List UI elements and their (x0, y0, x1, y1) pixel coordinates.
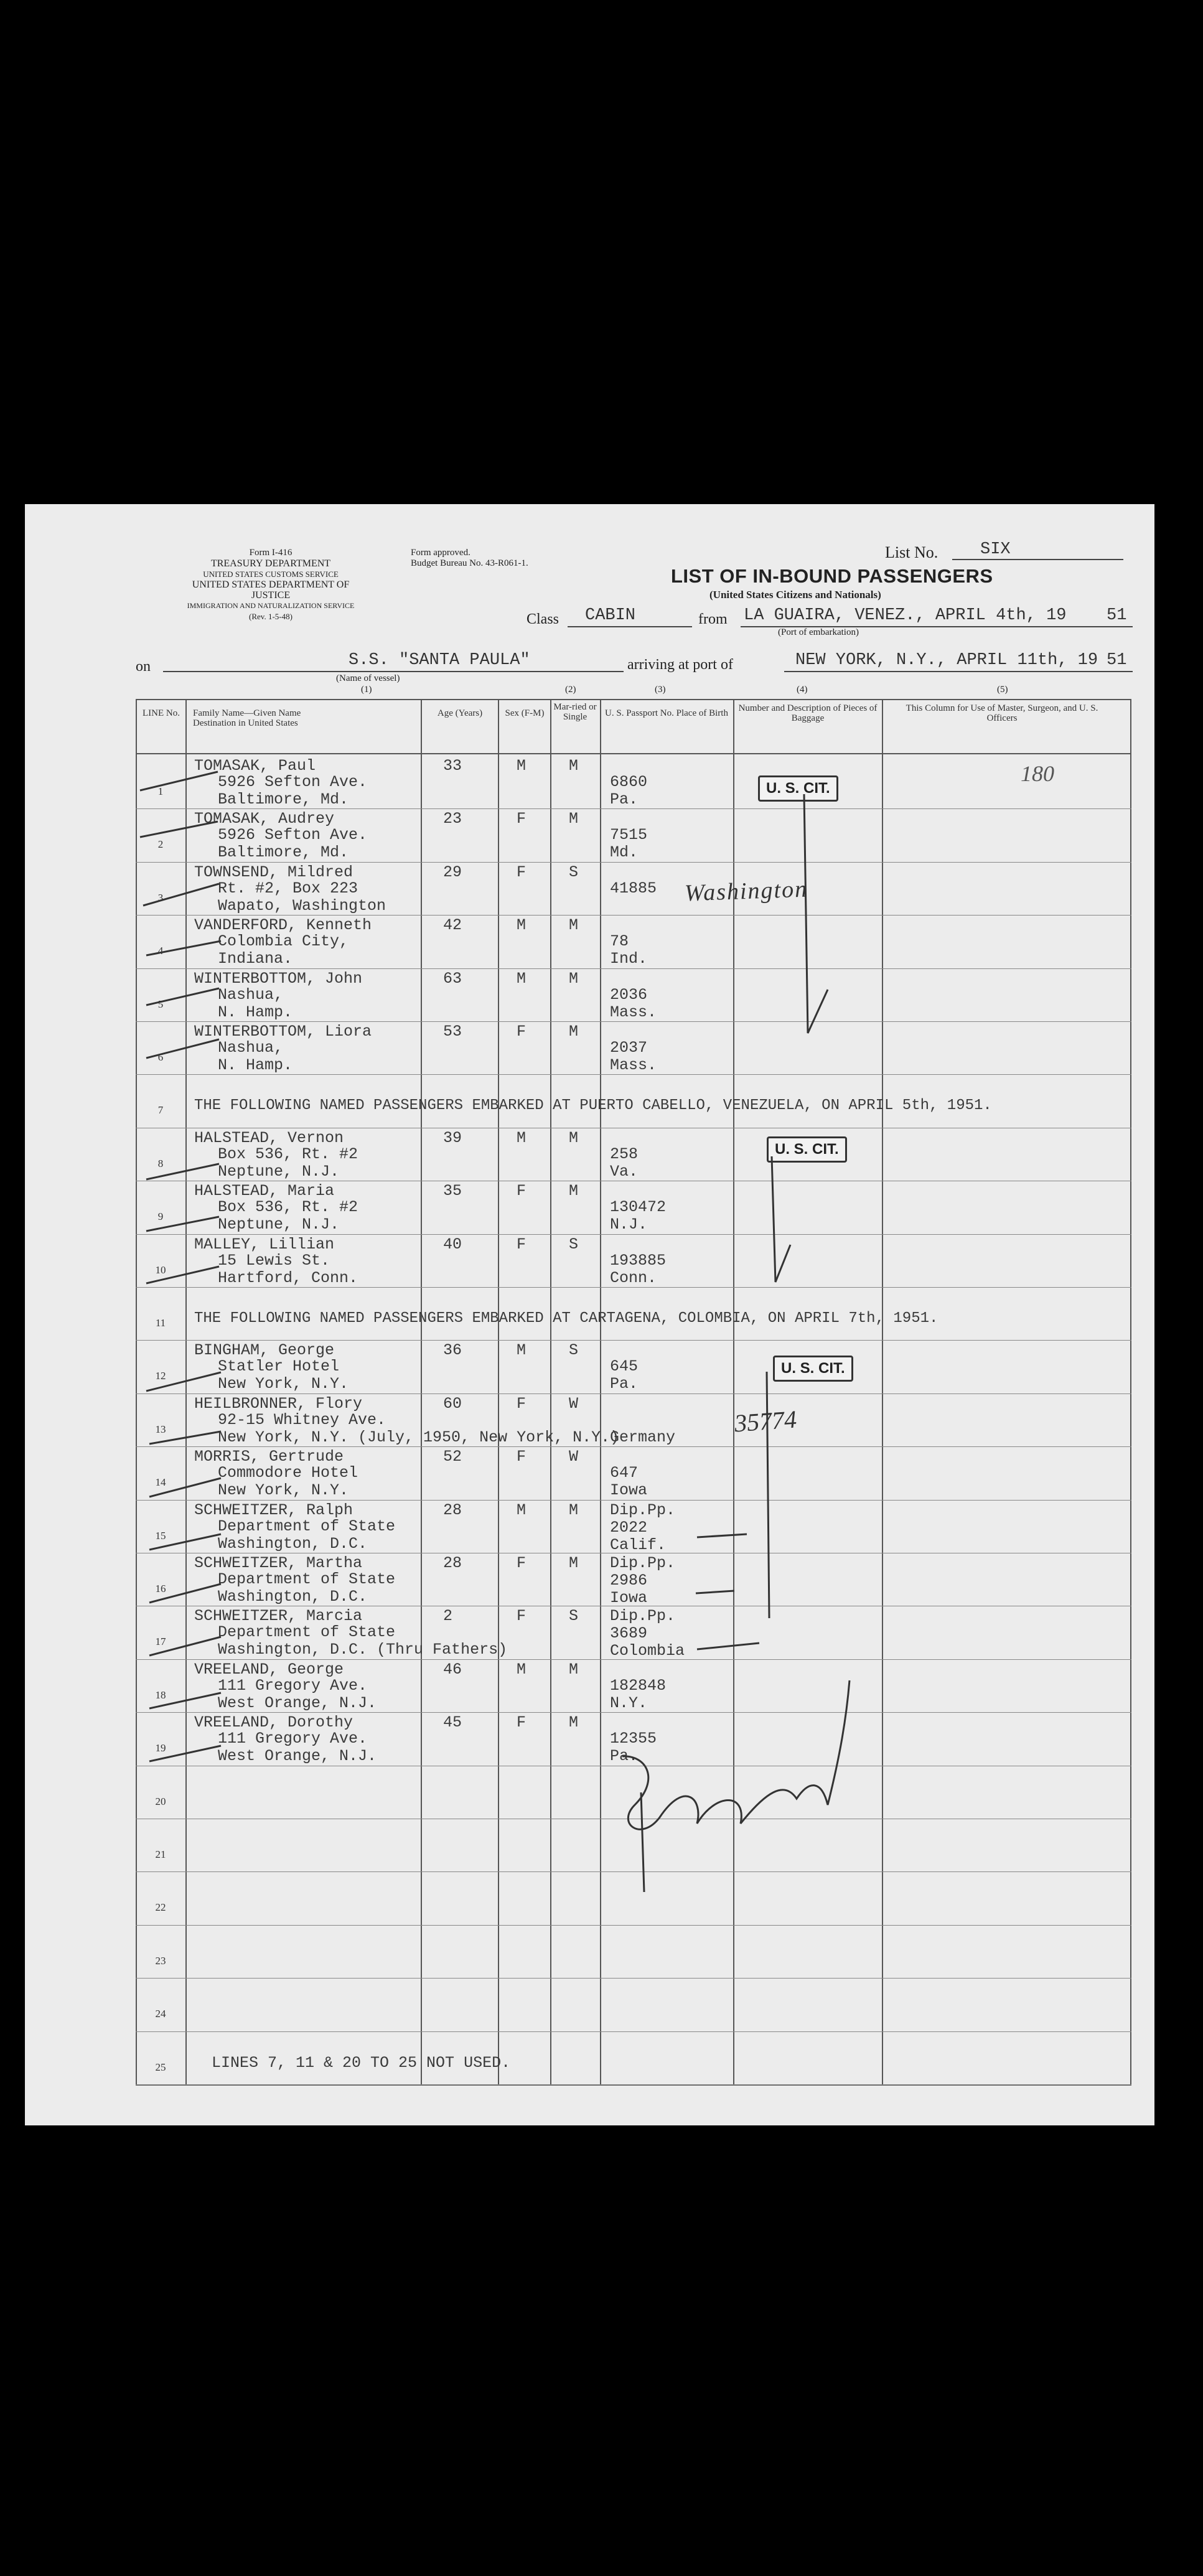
passenger-address: Statler Hotel (218, 1357, 340, 1376)
passenger-sex: F (517, 1607, 527, 1626)
passenger-name: VREELAND, Dorothy (194, 1713, 353, 1732)
passenger-name: SCHWEITZER, Marcia (194, 1607, 363, 1626)
passport-info: Calif. (610, 1535, 667, 1554)
pen-dash (697, 1643, 759, 1649)
passport-info: 6860 (610, 773, 648, 791)
marital-status: M (569, 810, 579, 828)
marital-status: M (569, 1660, 579, 1679)
passenger-address: Box 536, Rt. #2 (218, 1198, 358, 1217)
handwritten-passport: 35774 (733, 1405, 798, 1438)
check-mark (804, 794, 828, 1033)
col-header-line: LINE No. (143, 708, 180, 718)
passenger-name: SCHWEITZER, Ralph (194, 1501, 353, 1519)
passenger-sex: M (517, 1660, 527, 1679)
line-number: 25 (155, 2061, 166, 2073)
passenger-name: BINGHAM, George (194, 1341, 335, 1360)
passport-info: Va. (610, 1162, 639, 1181)
passport-info: Pa. (610, 790, 639, 808)
passenger-sex: F (517, 1235, 527, 1253)
page-subtitle: (United States Citizens and Nationals) (709, 589, 881, 601)
pen-dash (696, 1591, 734, 1593)
line-number: 11 (155, 1317, 166, 1329)
line-number: 15 (155, 1529, 166, 1542)
passenger-sex: M (517, 1128, 527, 1147)
col-header-passport: U. S. Passport No. Place of Birth (605, 708, 728, 718)
embark-banner: THE FOLLOWING NAMED PASSENGERS EMBARKED AT CARTAGENA, COLOMBIA, ON APRIL 7th, 1951. (194, 1310, 939, 1327)
passenger-age: 63 (443, 969, 462, 988)
passenger-sex: F (517, 1023, 527, 1041)
passenger-sex: M (517, 1341, 527, 1360)
revision: (Rev. 1-5-48) (249, 612, 293, 621)
marital-status: S (569, 1235, 579, 1253)
passenger-address: 5926 Sefton Ave. (218, 826, 368, 845)
passenger-age: 42 (443, 916, 462, 935)
passport-info: Mass. (610, 1056, 657, 1074)
passenger-age: 35 (443, 1182, 462, 1201)
passenger-sex: M (517, 757, 527, 775)
passenger-address: West Orange, N.J. (218, 1693, 377, 1712)
marital-status: S (569, 1607, 579, 1626)
list-no-label: List No. (885, 543, 939, 561)
passenger-address: New York, N.Y. (218, 1481, 349, 1500)
passenger-name: TOMASAK, Audrey (194, 810, 335, 828)
passenger-address: 111 Gregory Ave. (218, 1676, 368, 1695)
marital-status: S (569, 1341, 579, 1360)
passport-info: 130472 (610, 1198, 667, 1217)
marital-status: S (569, 863, 579, 881)
passport-info: Dip.Pp. (610, 1607, 676, 1626)
passport-info: 7515 (610, 826, 648, 845)
tick-marks (140, 772, 221, 1761)
col-header-officers: This Column for Use of Master, Surgeon, and U. S. Officers (906, 703, 1098, 723)
col-num-1: (1) (361, 685, 372, 695)
passenger-address: 111 Gregory Ave. (218, 1730, 368, 1748)
passport-info: Dip.Pp. (610, 1501, 676, 1519)
passport-info: 2986 (610, 1571, 648, 1590)
passport-info: Dip.Pp. (610, 1554, 676, 1572)
line-number: 10 (155, 1263, 166, 1276)
col-num-5: (5) (997, 685, 1008, 695)
passenger-age: 46 (443, 1660, 462, 1679)
passport-info: 645 (610, 1357, 639, 1376)
class-value: CABIN (585, 606, 636, 625)
passenger-address: Colombia City, (218, 932, 349, 951)
passenger-address: Neptune, N.J. (218, 1215, 340, 1234)
port-embark-caption: (Port of embarkation) (778, 627, 859, 637)
signature (622, 1680, 850, 1829)
passport-info: Conn. (610, 1268, 657, 1287)
marital-status: M (569, 757, 579, 775)
page-title: LIST OF IN-BOUND PASSENGERS (671, 565, 993, 587)
customs-service: UNITED STATES CUSTOMS SERVICE (203, 569, 339, 579)
line-number: 18 (155, 1688, 166, 1701)
passenger-address: Department of State (218, 1570, 396, 1588)
line-number: 6 (157, 1051, 164, 1063)
passenger-age: 40 (443, 1235, 462, 1253)
passenger-age: 39 (443, 1128, 462, 1147)
check-mark (772, 1156, 790, 1282)
passport-info: 2022 (610, 1518, 648, 1537)
us-citizen-stamp: U. S. CIT. (758, 775, 838, 802)
lines-not-used-note: LINES 7, 11 & 20 TO 25 NOT USED. (212, 2053, 511, 2072)
passenger-address: N. Hamp. (218, 1056, 293, 1074)
marital-status: M (569, 1128, 579, 1147)
col-header-baggage: Number and Description of Pieces of Baggage (738, 703, 878, 723)
passport-info: Germany (610, 1428, 676, 1446)
immigration-service: IMMIGRATION AND NATURALIZATION SERVICE (187, 601, 355, 610)
passenger-address: Hartford, Conn. (218, 1268, 358, 1287)
passenger-address: Rt. #2, Box 223 (218, 879, 358, 897)
passenger-name: WINTERBOTTOM, Liora (194, 1023, 372, 1041)
passport-info: 182848 (610, 1676, 667, 1695)
form-number: Form I-416 (249, 548, 293, 558)
passenger-sex: F (517, 1182, 527, 1201)
line-number: 4 (157, 945, 164, 957)
on-label: on (136, 658, 151, 675)
passenger-address: Commodore Hotel (218, 1464, 358, 1482)
passenger-address: West Orange, N.J. (218, 1747, 377, 1766)
passenger-sex: F (517, 1554, 527, 1572)
line-number: 8 (157, 1157, 164, 1169)
passenger-address: Neptune, N.J. (218, 1162, 340, 1181)
passenger-address: Baltimore, Md. (218, 843, 349, 862)
arrival-year: 51 (1107, 651, 1127, 670)
passenger-age: 45 (443, 1713, 462, 1732)
passenger-address: Indiana. (218, 950, 293, 968)
passenger-age: 52 (443, 1448, 462, 1466)
col-num-2: (2) (565, 685, 576, 695)
passenger-sex: F (517, 1448, 527, 1466)
passport-info: N.Y. (610, 1693, 648, 1712)
passport-info: 78 (610, 932, 629, 951)
line-number: 22 (155, 1901, 166, 1914)
passenger-address: Nashua, (218, 1039, 284, 1057)
passport-info: Iowa (610, 1589, 648, 1607)
passenger-address: Baltimore, Md. (218, 790, 349, 808)
passenger-sex: F (517, 1713, 527, 1732)
passenger-name: VREELAND, George (194, 1660, 344, 1679)
marital-status: M (569, 1182, 579, 1201)
budget-bureau: Budget Bureau No. 43-R061-1. (411, 558, 528, 568)
line-number: 2 (157, 838, 164, 851)
treasury-dept: TREASURY DEPARTMENT (210, 558, 331, 569)
passenger-name: HALSTEAD, Maria (194, 1182, 335, 1201)
passenger-address: Department of State (218, 1517, 396, 1535)
line-number: 3 (157, 891, 164, 904)
passenger-address: 5926 Sefton Ave. (218, 773, 368, 791)
passport-info: 193885 (610, 1251, 667, 1270)
arriving-label: arriving at port of (627, 657, 733, 673)
marital-status: M (569, 969, 579, 988)
marital-status: M (569, 1713, 579, 1732)
col-header-name: Family Name—Given Name Destination in United States (193, 708, 301, 728)
passenger-age: 60 (443, 1394, 462, 1413)
passenger-address: Box 536, Rt. #2 (218, 1145, 358, 1163)
passenger-name: HEILBRONNER, Flory (194, 1394, 363, 1413)
passenger-age: 23 (443, 810, 462, 828)
approved-note: Form approved. (411, 548, 470, 558)
passenger-age: 28 (443, 1501, 462, 1519)
passport-info: Mass. (610, 1003, 657, 1021)
passenger-sex: M (517, 1501, 527, 1519)
passport-info: Colombia (610, 1642, 685, 1660)
passport-info: 647 (610, 1464, 639, 1482)
line-number: 20 (155, 1795, 166, 1807)
marital-status: M (569, 1501, 579, 1519)
col-header-sex: Sex (F-M) (505, 708, 545, 718)
passport-info: 12355 (610, 1730, 657, 1748)
passport-info: 41885 (610, 879, 657, 897)
passenger-sex: M (517, 916, 527, 935)
passenger-address: Washington, D.C. (218, 1588, 368, 1606)
embark-banner: THE FOLLOWING NAMED PASSENGERS EMBARKED AT PUERTO CABELLO, VENEZUELA, ON APRIL 5th, 1951. (194, 1097, 992, 1115)
line-number: 23 (155, 1954, 166, 1967)
passenger-address: Washington, D.C. (218, 1534, 368, 1553)
passenger-name: HALSTEAD, Vernon (194, 1128, 344, 1147)
signature (641, 1792, 644, 1892)
officer-number: 180 (1021, 761, 1054, 786)
marital-status: W (569, 1448, 579, 1466)
line-number: 14 (155, 1476, 166, 1489)
line-number: 9 (157, 1211, 164, 1223)
passenger-address: Nashua, (218, 985, 284, 1004)
justice-dept: UNITED STATES DEPARTMENT OF JUSTICE (192, 579, 350, 601)
line-number: 13 (155, 1423, 166, 1435)
from-year: 51 (1107, 606, 1127, 625)
pen-dash (697, 1534, 747, 1537)
col-header-married: Mar-ried or Single (553, 702, 597, 722)
passenger-age: 33 (443, 757, 462, 775)
passenger-address: New York, N.Y. (July, 1950, New York, N.Y.) (218, 1428, 620, 1446)
passport-info: Pa. (610, 1375, 639, 1393)
passenger-address: New York, N.Y. (218, 1375, 349, 1393)
line-number: 16 (155, 1583, 166, 1595)
passenger-name: TOWNSEND, Mildred (194, 863, 353, 881)
passenger-sex: F (517, 810, 527, 828)
col-num-3: (3) (655, 685, 666, 695)
passenger-sex: F (517, 863, 527, 881)
class-label: Class (527, 611, 559, 627)
col-header-age: Age (Years) (437, 708, 483, 718)
passport-info: 258 (610, 1145, 639, 1163)
marital-status: M (569, 1023, 579, 1041)
passenger-name: TOMASAK, Paul (194, 757, 316, 775)
passenger-address: Washington, D.C. (Thru Fathers) (218, 1641, 508, 1659)
handwritten-washington: Washington (684, 876, 808, 907)
marital-status: W (569, 1394, 579, 1413)
passport-info: 3689 (610, 1624, 648, 1643)
passenger-sex: M (517, 969, 527, 988)
passenger-name: VANDERFORD, Kenneth (194, 916, 372, 935)
check-mark (767, 1372, 769, 1618)
passport-info: Ind. (610, 950, 648, 968)
line-number: 7 (157, 1104, 164, 1117)
marital-status: M (569, 1554, 579, 1572)
us-citizen-stamp: U. S. CIT. (767, 1136, 847, 1163)
passport-info: Md. (610, 843, 639, 862)
marital-status: M (569, 916, 579, 935)
vessel-value: S.S. "SANTA PAULA" (349, 651, 530, 670)
line-number: 24 (155, 2008, 166, 2020)
passport-info: Pa. (610, 1747, 639, 1766)
passenger-age: 2 (443, 1607, 453, 1626)
passenger-sex: F (517, 1394, 527, 1413)
passenger-address: 15 Lewis St. (218, 1251, 330, 1270)
passport-info: 2037 (610, 1039, 648, 1057)
from-value: LA GUAIRA, VENEZ., APRIL 4th, 19 (744, 606, 1067, 625)
passenger-name: MORRIS, Gertrude (194, 1448, 344, 1466)
line-number: 1 (157, 785, 164, 797)
passenger-address: Department of State (218, 1623, 396, 1642)
passenger-age: 36 (443, 1341, 462, 1360)
passenger-address: 92-15 Whitney Ave. (218, 1410, 386, 1429)
passport-info: N.J. (610, 1215, 648, 1234)
passenger-age: 53 (443, 1023, 462, 1041)
passenger-name: MALLEY, Lillian (194, 1235, 335, 1253)
us-citizen-stamp: U. S. CIT. (773, 1356, 853, 1382)
from-label: from (698, 611, 728, 627)
vessel-caption: (Name of vessel) (336, 673, 400, 683)
passport-info: Iowa (610, 1481, 648, 1500)
passenger-address: N. Hamp. (218, 1003, 293, 1021)
list-no-value: SIX (980, 540, 1011, 559)
arrival-value: NEW YORK, N.Y., APRIL 11th, 19 (795, 651, 1098, 670)
col-num-4: (4) (797, 685, 808, 695)
passport-info: 2036 (610, 985, 648, 1004)
line-number: 5 (157, 998, 164, 1010)
passenger-name: WINTERBOTTOM, John (194, 969, 363, 988)
line-number: 12 (155, 1370, 166, 1382)
line-number: 19 (155, 1742, 166, 1754)
line-number: 17 (155, 1636, 166, 1648)
passenger-name: SCHWEITZER, Martha (194, 1554, 363, 1572)
line-number: 21 (155, 1848, 166, 1860)
passenger-address: Wapato, Washington (218, 896, 386, 915)
passenger-age: 28 (443, 1554, 462, 1572)
passenger-age: 29 (443, 863, 462, 881)
